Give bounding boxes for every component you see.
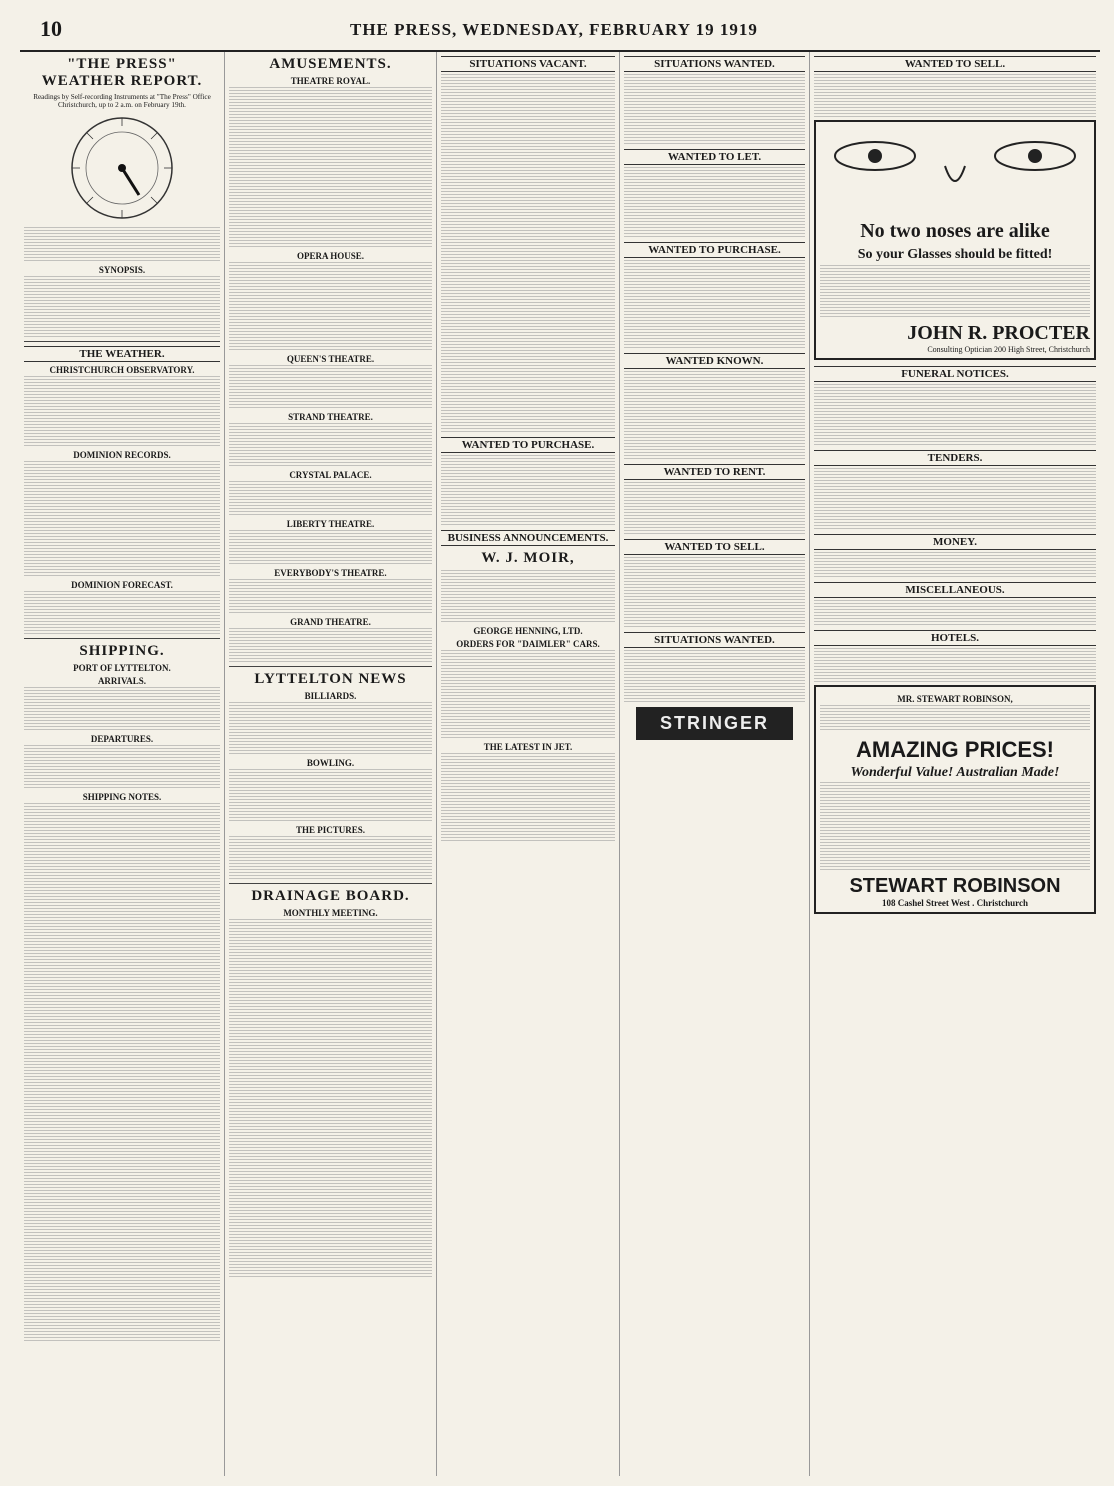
departures-heading: DEPARTURES. — [90, 734, 154, 744]
page-number: 10 — [40, 16, 62, 41]
masthead — [20, 14, 1100, 52]
wonderful-value-subheadline: Wonderful Value! Australian Made! — [850, 765, 1060, 780]
synopsis-heading: SYNOPSIS. — [98, 265, 146, 275]
page-body — [20, 52, 1100, 1480]
shipping-heading: SHIPPING. — [79, 643, 165, 659]
crystal-palace-heading: CRYSTAL PALACE. — [289, 470, 372, 480]
wanted-to-sell-heading: WANTED TO SELL. — [814, 56, 1096, 72]
billiards-heading: BILLIARDS. — [304, 691, 357, 701]
funeral-notices-heading: FUNERAL NOTICES. — [814, 366, 1096, 382]
situations-vacant-heading: SITUATIONS VACANT. — [441, 56, 615, 72]
robinson-letter-heading: MR. STEWART ROBINSON, — [897, 694, 1013, 704]
wanted-known-heading: WANTED KNOWN. — [624, 353, 805, 369]
queens-theatre-heading: QUEEN'S THEATRE. — [286, 354, 375, 364]
column-weather-shipping — [20, 52, 225, 1476]
moir-advert-title: W. J. MOIR, — [481, 550, 575, 566]
column-situations-vacant — [437, 52, 620, 1476]
latest-in-jet-heading: THE LATEST IN JET. — [483, 742, 573, 752]
amazing-prices-headline: AMAZING PRICES! — [856, 737, 1054, 762]
situations-wanted-heading-2: SITUATIONS WANTED. — [624, 632, 805, 648]
tenders-heading: TENDERS. — [814, 450, 1096, 466]
stewart-robinson-address: 108 Cashel Street West . Christchurch — [882, 898, 1028, 908]
amusements-heading: AMUSEMENTS. — [269, 56, 392, 72]
stringer-advert: STRINGER — [636, 707, 793, 740]
dominion-forecast-heading: DOMINION FORECAST. — [71, 580, 173, 590]
wanted-to-sell-heading-col4: WANTED TO SELL. — [624, 539, 805, 555]
situations-wanted-heading: SITUATIONS WANTED. — [624, 56, 805, 72]
column-amusements — [225, 52, 437, 1476]
lyttelton-news-heading: LYTTELTON NEWS — [254, 671, 407, 687]
weather-heading: THE WEATHER. — [24, 346, 220, 362]
port-heading: PORT OF LYTTELTON. — [73, 663, 171, 673]
glasses-advert — [814, 120, 1096, 360]
monthly-meeting-heading: MONTHLY MEETING. — [283, 908, 378, 918]
weather-subtitle: Readings by Self-recording Instruments at "The Press" Office Christchurch, up to 2 a.m. on February 19th. — [33, 93, 211, 109]
wanted-to-purchase-heading-col3: WANTED TO PURCHASE. — [441, 437, 615, 453]
miscellaneous-heading: MISCELLANEOUS. — [814, 582, 1096, 598]
daimler-advert-title: ORDERS FOR "DAIMLER" CARS. — [456, 639, 600, 649]
grand-theatre-heading: GRAND THEATRE. — [290, 617, 371, 627]
theatre-royal-heading: THEATRE ROYAL. — [290, 76, 371, 86]
business-announcements-heading: BUSINESS ANNOUNCEMENTS. — [441, 530, 615, 546]
procter-address: Consulting Optician 200 High Street, Christchurch — [927, 345, 1090, 354]
hotels-heading: HOTELS. — [814, 630, 1096, 646]
column-wanted — [620, 52, 810, 1476]
bowling-heading: BOWLING. — [306, 758, 355, 768]
stewart-robinson-name: STEWART ROBINSON — [849, 875, 1061, 897]
glasses-advert-subheadline: So your Glasses should be fitted! — [857, 247, 1053, 262]
strand-theatre-heading: STRAND THEATRE. — [288, 412, 373, 422]
eyes-icon — [820, 126, 1090, 216]
glasses-advert-headline: No two noses are alike — [860, 220, 1050, 242]
barometer-dial-icon — [67, 113, 177, 223]
henning-advert-title: GEORGE HENNING, LTD. — [473, 626, 583, 636]
pictures-heading: THE PICTURES. — [295, 825, 366, 835]
dominion-records-heading: DOMINION RECORDS. — [73, 450, 171, 460]
everybodys-theatre-heading: EVERYBODY'S THEATRE. — [274, 568, 387, 578]
column-adverts — [810, 52, 1100, 1476]
wanted-to-purchase-heading-col4: WANTED TO PURCHASE. — [624, 242, 805, 258]
money-heading: MONEY. — [814, 534, 1096, 550]
drainage-board-heading: DRAINAGE BOARD. — [251, 888, 410, 904]
wanted-to-rent-heading: WANTED TO RENT. — [624, 464, 805, 480]
procter-name: JOHN R. PROCTER — [907, 322, 1090, 344]
observatory-heading: CHRISTCHURCH OBSERVATORY. — [49, 365, 195, 375]
liberty-theatre-heading: LIBERTY THEATRE. — [286, 519, 375, 529]
weather-report-title: "THE PRESS" WEATHER REPORT. — [41, 56, 203, 89]
wanted-to-let-heading: WANTED TO LET. — [624, 149, 805, 165]
newspaper-title: THE PRESS, WEDNESDAY, FEBRUARY 19 1919 — [350, 20, 758, 39]
arrivals-heading: ARRIVALS. — [97, 676, 147, 686]
opera-house-heading: OPERA HOUSE. — [296, 251, 364, 261]
stewart-robinson-advert — [814, 685, 1096, 914]
shipping-notes-heading: SHIPPING NOTES. — [82, 792, 162, 802]
